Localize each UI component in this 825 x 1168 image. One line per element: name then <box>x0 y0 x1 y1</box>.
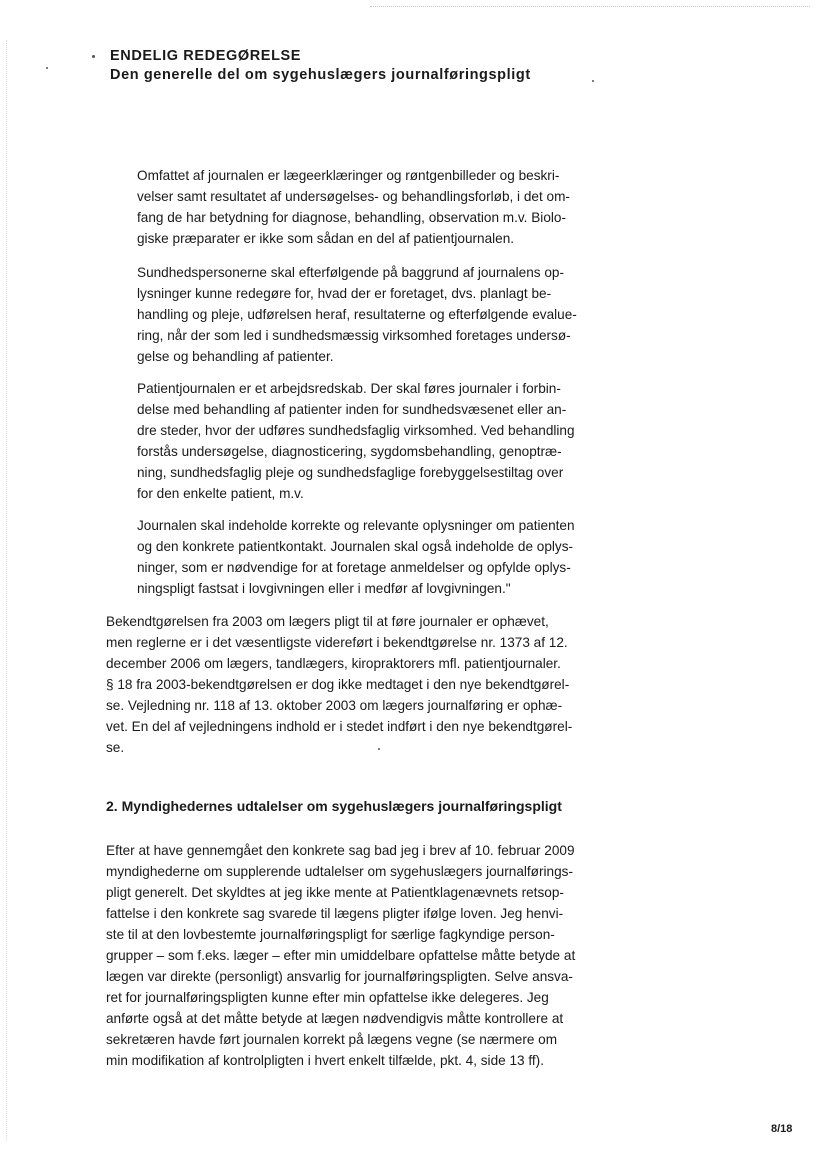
text-line: forstås undersøgelse, diagnosticering, sygdomsbehandling, genoptræ- <box>137 444 562 459</box>
text-line: Journalen skal indeholde korrekte og relevante oplysninger om patienten <box>137 518 575 533</box>
page-number: 8/18 <box>771 1123 793 1135</box>
text-line: Efter at have gennemgået den konkrete sag bad jeg i brev af 10. februar 2009 <box>106 843 575 858</box>
document-subtitle: Den generelle del om sygehuslægers journalføringspligt <box>110 67 531 83</box>
quote-paragraph-2 <box>137 262 577 367</box>
text-line: Omfattet af journalen er lægeerklæringer og røntgenbilleder og beskri- <box>137 168 560 183</box>
quote-paragraph-4 <box>137 515 575 599</box>
text-line: ring, når der som led i sundhedsmæssig virksomhed foretages undersø- <box>137 328 571 343</box>
text-line: Sundhedspersonerne skal efterfølgende på baggrund af journalens op- <box>137 265 564 280</box>
text-line: ninger, som er nødvendige for at foretage anmeldelser og opfylde oplys- <box>137 560 571 575</box>
body-paragraph <box>106 611 572 758</box>
text-line: giske præparater er ikke som sådan en del af patientjournalen. <box>137 231 515 246</box>
scan-top-edge <box>370 6 810 7</box>
quote-paragraph-1 <box>137 165 570 249</box>
text-line: men reglerne er i det væsentligste videreført i bekendtgørelse nr. 1373 af 12. <box>106 635 568 650</box>
text-line: § 18 fra 2003-bekendtgørelsen er dog ikke medtaget i den nye bekendtgørel- <box>106 677 570 692</box>
text-line: december 2006 om lægers, tandlægers, kiropraktorers mfl. patientjournaler. <box>106 656 561 671</box>
text-line: ret for journalføringspligten kunne efter min opfattelse ikke delegeres. Jeg <box>106 990 549 1005</box>
text-line: ningspligt fastsat i lovgivningen eller i medfør af lovgivningen." <box>137 581 511 596</box>
text-line: lægen var direkte (personligt) ansvarlig for journalføringspligten. Selve ansva- <box>106 969 573 984</box>
text-line: fattelse i den konkrete sag svarede til lægens pligter ifølge loven. Jeg henvi- <box>106 906 564 921</box>
text-line: myndighederne om supplerende udtalelser om sygehuslægers journalførings- <box>106 864 573 879</box>
text-line: pligt generelt. Det skyldtes at jeg ikke mente at Patientklagenævnets retsop- <box>106 885 564 900</box>
document-header <box>110 47 710 85</box>
text-line: se. <box>106 740 125 755</box>
text-line: delse med behandling af patienter inden for sundhedsvæsenet eller an- <box>137 402 567 417</box>
text-line: ste til at den lovbestemte journalføringspligt for særlige fagkyndige person- <box>106 927 555 942</box>
text-line: Patientjournalen er et arbejdsredskab. Der skal føres journaler i forbin- <box>137 381 561 396</box>
text-line: for den enkelte patient, m.v. <box>137 486 304 501</box>
text-line: og den konkrete patientkontakt. Journalen skal også indeholde de oplys- <box>137 539 574 554</box>
text-line: handling og pleje, udførelsen heraf, resultaterne og efterfølgende evalue- <box>137 307 577 322</box>
text-line: ning, sundhedsfaglig pleje og sundhedsfaglige forebyggelsestiltag over <box>137 465 564 480</box>
text-line: anførte også at det måtte betyde at lægen nødvendigvis måtte kontrollere at <box>106 1011 564 1026</box>
scan-speck <box>46 67 48 69</box>
text-line: fang de har betydning for diagnose, behandling, observation m.v. Biolo- <box>137 210 566 225</box>
text-line: vet. En del af vejledningens indhold er i stedet indført i den nye bekendtgørel- <box>106 719 573 734</box>
quote-paragraph-3 <box>137 378 575 504</box>
scan-left-edge <box>6 40 7 1140</box>
text-line: dre steder, hvor der udføres sundhedsfaglig virksomhed. Ved behandling <box>137 423 575 438</box>
scan-speck <box>92 55 95 58</box>
section-paragraph <box>106 840 575 1071</box>
document-title: ENDELIG REDEGØRELSE <box>110 48 302 64</box>
section-heading: 2. Myndighedernes udtalelser om sygehuslægers journalføringspligt <box>106 798 562 814</box>
text-line: velser samt resultatet af undersøgelses- og behandlingsforløb, i det om- <box>137 189 570 204</box>
text-line: Bekendtgørelsen fra 2003 om lægers pligt til at føre journaler er ophævet, <box>106 614 549 629</box>
text-line: sekretæren havde ført journalen korrekt på lægens vegne (se nærmere om <box>106 1032 558 1047</box>
text-line: lysninger kunne redegøre for, hvad der er foretaget, dvs. planlagt be- <box>137 286 552 301</box>
text-line: min modifikation af kontrolpligten i hvert enkelt tilfælde, pkt. 4, side 13 ff). <box>106 1053 544 1068</box>
text-line: grupper – som f.eks. læger – efter min umiddelbare opfattelse måtte betyde at <box>106 948 576 963</box>
text-line: gelse og behandling af patienter. <box>137 349 334 364</box>
text-line: se. Vejledning nr. 118 af 13. oktober 2003 om lægers journalføring er ophæ- <box>106 698 563 713</box>
